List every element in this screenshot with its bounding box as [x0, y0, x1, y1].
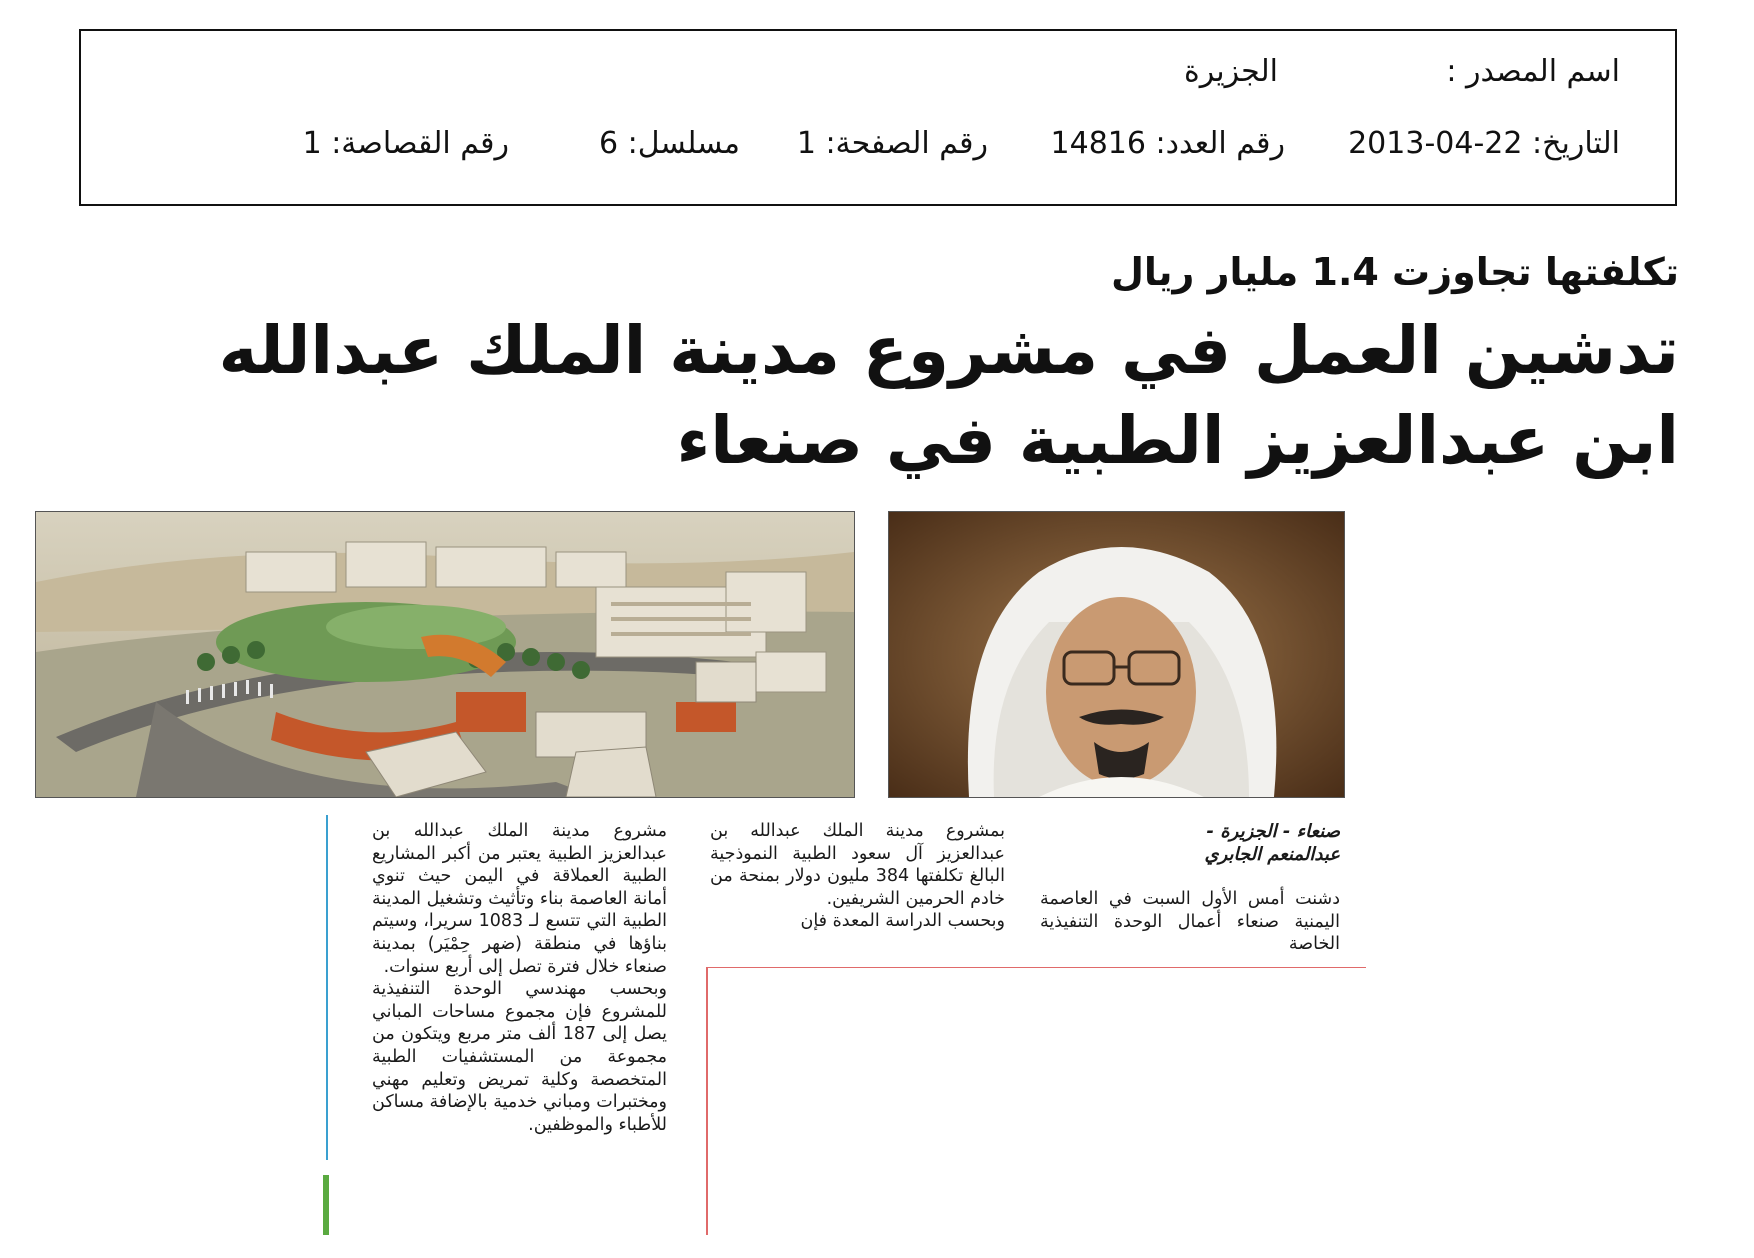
column-divider-blue: [326, 815, 328, 1160]
column-divider-green: [323, 1175, 329, 1235]
king-abdullah-portrait-image: [888, 511, 1345, 798]
clipping-metadata-box: [79, 29, 1677, 206]
column-2-paragraph-2: وبحسب الدراسة المعدة فإن: [800, 911, 1005, 932]
medical-city-rendering-image: [35, 511, 855, 798]
article-kicker: تكلفتها تجاوزت 1.4 مليار ريال: [1110, 250, 1679, 294]
column-3-paragraph-1: مشروع مدينة الملك عبدالله بن عبدالعزيز الطبية يعتبر من أكبر المشاريع الطبية العملاقة في اليمن حيث تنوي أمانة العاصمة بناء وتأثيث وتشغيل المدينة الطبية التي تتسع لـ 1083 سريرا، وسيتم بناؤها في منطقة (ضهر حِمْيَر) بمدينة صنعاء خلال فترة تصل إلى أربع سنوات.: [372, 821, 667, 977]
serial-field: مسلسل: 6: [599, 126, 740, 161]
source-label: اسم المصدر :: [1446, 54, 1620, 89]
date-field: التاريخ: 22-04-2013: [1348, 126, 1620, 161]
clip-number-field: رقم القصاصة: 1: [302, 126, 509, 161]
section-divider-red: [706, 967, 1366, 968]
issue-number-field: رقم العدد: 14816: [1050, 126, 1285, 161]
column-2-paragraph-1: بمشروع مدينة الملك عبدالله بن عبدالعزيز آل سعود الطبية النموذجية البالغ تكلفتها 384 مليون دولار بمنحة من خادم الحرمين الشريفين.: [710, 821, 1005, 909]
column-divider-red: [706, 967, 708, 1235]
byline-author: عبدالمنعم الجابري: [1204, 844, 1340, 865]
headline-line-1: تدشين العمل في مشروع مدينة الملك عبدالله: [218, 312, 1679, 389]
source-value: الجزيرة: [1183, 54, 1278, 89]
page-number-field: رقم الصفحة: 1: [796, 126, 988, 161]
column-3-paragraph-2: وبحسب مهندسي الوحدة التنفيذية للمشروع فإن مجموع مساحات المباني يصل إلى 187 ألف متر مربع ويتكون من مجموعة من المستشفيات الطبية المتخصصة وكلية تمريض وتعليم مهني ومختبرات ومباني خدمية بالإضافة مساكن للأطباء والموظفين.: [372, 979, 667, 1135]
article-column-1: [1040, 820, 1340, 956]
byline-location: صنعاء - الجزيرة -: [1206, 821, 1340, 842]
portrait-graphic: [889, 512, 1344, 797]
article-column-3: [372, 820, 667, 1136]
column-1-text: دشنت أمس الأول السبت في العاصمة اليمنية صنعاء أعمال الوحدة التنفيذية الخاصة: [1040, 889, 1340, 955]
headline-line-2: ابن عبدالعزيز الطبية في صنعاء: [676, 402, 1679, 479]
medical-city-rendering-graphic: [36, 512, 854, 797]
article-column-2: [710, 820, 1005, 933]
